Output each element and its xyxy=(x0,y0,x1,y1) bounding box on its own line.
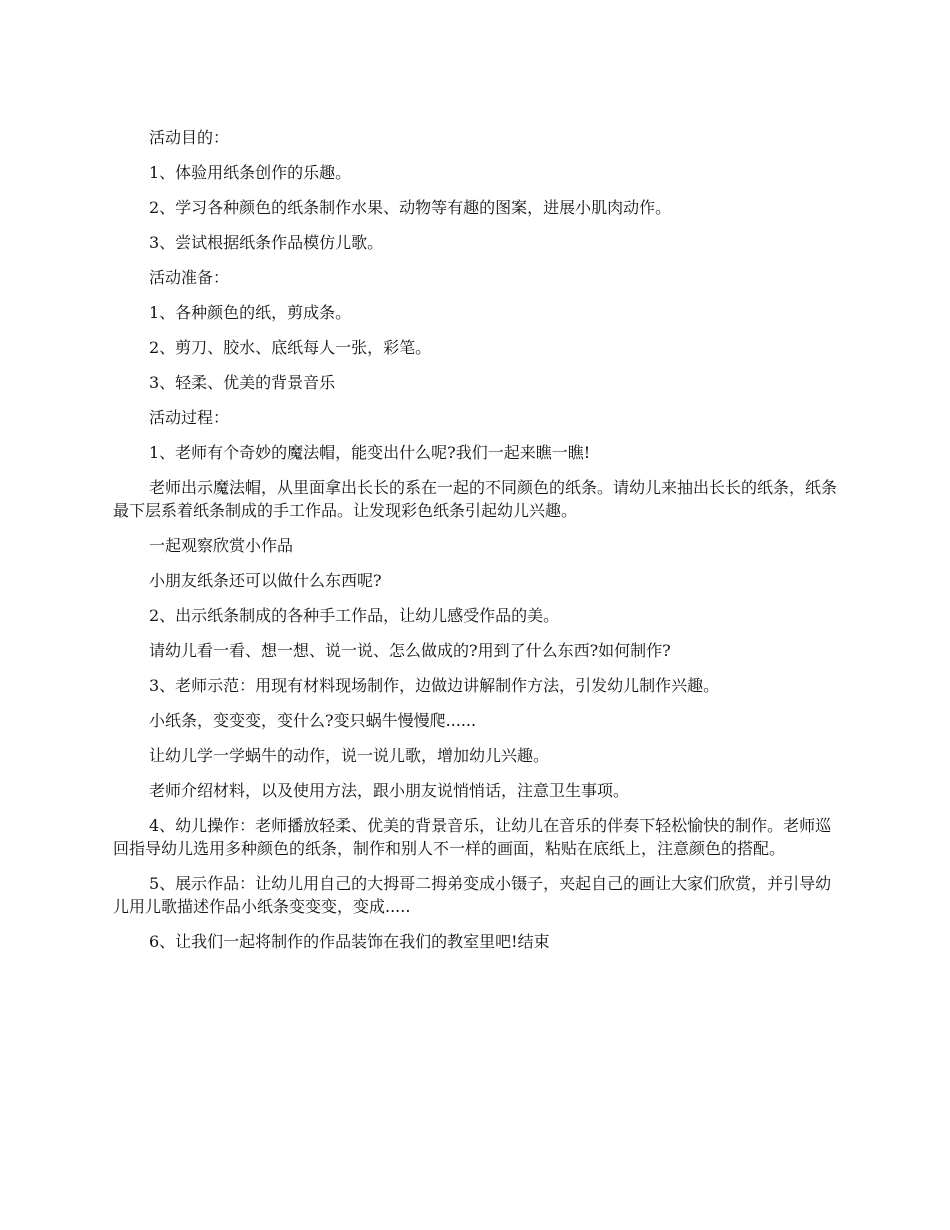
process-step-2: 2、出示纸条制成的各种手工作品，让幼儿感受作品的美。 xyxy=(149,606,560,625)
process-paragraph: 请幼儿看一看、想一想、说一说、怎么做成的?用到了什么东西?如何制作? xyxy=(149,641,671,660)
preparation-item-1: 1、各种颜色的纸，剪成条。 xyxy=(149,303,352,322)
preparation-item-2: 2、剪刀、胶水、底纸每人一张，彩笔。 xyxy=(149,338,432,357)
process-paragraph: 老师介绍材料，以及使用方法，跟小朋友说悄悄话，注意卫生事项。 xyxy=(149,781,630,800)
process-step-6: 6、让我们一起将制作的作品装饰在我们的教室里吧!结束 xyxy=(149,932,550,951)
goal-item-2: 2、学习各种颜色的纸条制作水果、动物等有趣的图案，进展小肌肉动作。 xyxy=(149,198,672,217)
document-body xyxy=(113,126,838,965)
process-paragraph: 小朋友纸条还可以做什么东西呢? xyxy=(149,571,382,590)
goal-item-1: 1、体验用纸条创作的乐趣。 xyxy=(149,163,352,182)
goal-item-3: 3、尝试根据纸条作品模仿儿歌。 xyxy=(149,233,384,252)
process-step-4: 4、幼儿操作：老师播放轻柔、优美的背景音乐，让幼儿在音乐的伴奏下轻松愉快的制作。老师巡回指导幼儿选用多种颜色的纸条，制作和别人不一样的画面，粘贴在底纸上，注意颜色的搭配。 xyxy=(113,816,832,858)
process-step-1: 1、老师有个奇妙的魔法帽，能变出什么呢?我们一起来瞧一瞧! xyxy=(149,443,591,462)
process-paragraph: 一起观察欣赏小作品 xyxy=(149,536,294,555)
heading-activity-preparation: 活动准备： xyxy=(149,268,230,287)
heading-activity-goals: 活动目的： xyxy=(149,128,230,147)
process-paragraph: 老师出示魔法帽，从里面拿出长长的系在一起的不同颜色的纸条。请幼儿来抽出长长的纸条，纸条最下层系着纸条制成的手工作品。让发现彩色纸条引起幼儿兴趣。 xyxy=(113,478,838,520)
process-paragraph: 小纸条，变变变，变什么?变只蜗牛慢慢爬...... xyxy=(149,711,477,730)
heading-activity-process: 活动过程： xyxy=(149,408,230,427)
process-step-5: 5、展示作品：让幼儿用自己的大拇哥二拇弟变成小镊子，夹起自己的画让大家们欣赏，并引导幼儿用儿歌描述作品小纸条变变变，变成..... xyxy=(113,874,832,916)
process-step-3: 3、老师示范：用现有材料现场制作，边做边讲解制作方法，引发幼儿制作兴趣。 xyxy=(149,676,720,695)
preparation-item-3: 3、轻柔、优美的背景音乐 xyxy=(149,373,336,392)
process-paragraph: 让幼儿学一学蜗牛的动作，说一说儿歌，增加幼儿兴趣。 xyxy=(149,746,550,765)
